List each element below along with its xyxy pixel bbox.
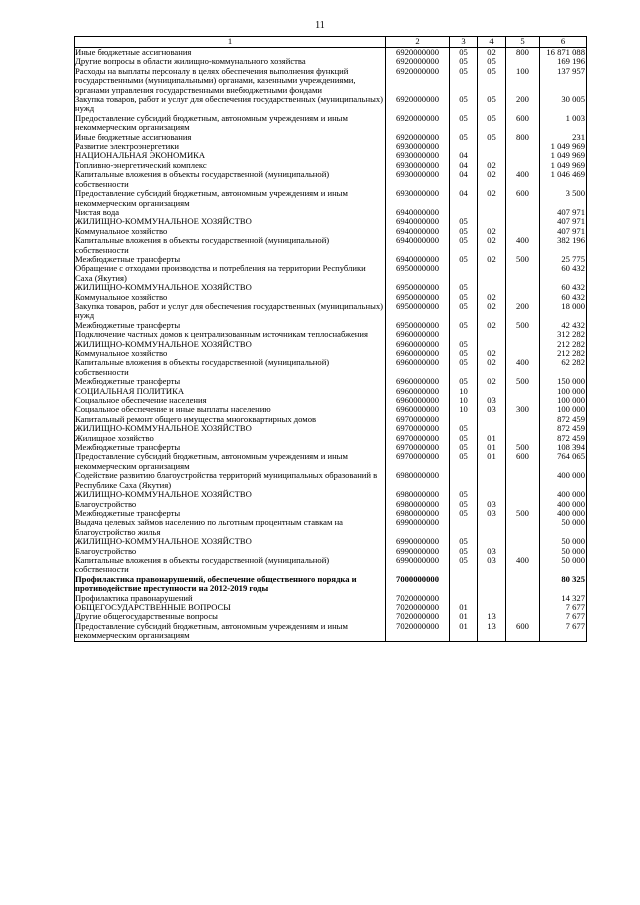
row-code: 6960000000 xyxy=(386,387,450,396)
row-name: Капитальные вложения в объекты государственной (муниципальной) собственности xyxy=(75,556,386,575)
row-expense-type: 500 xyxy=(506,377,540,386)
table-row xyxy=(75,264,587,283)
row-expense-type xyxy=(506,537,540,546)
table-row xyxy=(75,518,587,537)
row-code: 6930000000 xyxy=(386,161,450,170)
row-name: Другие общегосударственные вопросы xyxy=(75,612,386,621)
row-section: 05 xyxy=(450,377,478,386)
row-name: Закупка товаров, работ и услуг для обеспечения государственных (муниципальных) нужд xyxy=(75,302,386,321)
table-row xyxy=(75,622,587,641)
row-code: 6980000000 xyxy=(386,490,450,499)
row-name: Межбюджетные трансферты xyxy=(75,443,386,452)
row-subsection: 02 xyxy=(478,236,506,255)
row-amount: 108 394 xyxy=(540,443,587,452)
row-subsection: 02 xyxy=(478,227,506,236)
row-code: 6950000000 xyxy=(386,302,450,321)
row-section xyxy=(450,471,478,490)
row-amount: 50 000 xyxy=(540,556,587,575)
row-subsection xyxy=(478,575,506,594)
header-col-3: 3 xyxy=(450,37,478,48)
row-code: 7000000000 xyxy=(386,575,450,594)
row-name: ЖИЛИЩНО-КОММУНАЛЬНОЕ ХОЗЯЙСТВО xyxy=(75,424,386,433)
row-name: ЖИЛИЩНО-КОММУНАЛЬНОЕ ХОЗЯЙСТВО xyxy=(75,490,386,499)
row-subsection: 13 xyxy=(478,612,506,621)
row-code: 6990000000 xyxy=(386,547,450,556)
row-name: Коммунальное хозяйство xyxy=(75,349,386,358)
row-section xyxy=(450,518,478,537)
row-amount: 150 000 xyxy=(540,377,587,386)
row-code: 6920000000 xyxy=(386,114,450,133)
row-section: 05 xyxy=(450,302,478,321)
row-code: 6960000000 xyxy=(386,349,450,358)
row-section: 01 xyxy=(450,622,478,641)
budget-table xyxy=(74,36,587,642)
row-name: Предоставление субсидий бюджетным, автономным учреждениям и иным некоммерческим организациям xyxy=(75,452,386,471)
row-subsection: 02 xyxy=(478,302,506,321)
row-expense-type xyxy=(506,330,540,339)
row-subsection: 05 xyxy=(478,67,506,95)
row-name: ЖИЛИЩНО-КОММУНАЛЬНОЕ ХОЗЯЙСТВО xyxy=(75,283,386,292)
table-row xyxy=(75,556,587,575)
row-name: Коммунальное хозяйство xyxy=(75,293,386,302)
row-code: 6990000000 xyxy=(386,537,450,546)
row-expense-type: 200 xyxy=(506,302,540,321)
row-amount: 872 459 xyxy=(540,434,587,443)
row-amount: 407 971 xyxy=(540,217,587,226)
row-code: 6970000000 xyxy=(386,443,450,452)
row-expense-type xyxy=(506,387,540,396)
row-expense-type: 800 xyxy=(506,48,540,58)
row-name: Предоставление субсидий бюджетным, автономным учреждениям и иным некоммерческим организациям xyxy=(75,622,386,641)
row-expense-type xyxy=(506,415,540,424)
row-code: 6930000000 xyxy=(386,151,450,160)
row-section: 05 xyxy=(450,67,478,95)
row-name: НАЦИОНАЛЬНАЯ ЭКОНОМИКА xyxy=(75,151,386,160)
row-amount: 62 282 xyxy=(540,358,587,377)
row-name: Капитальный ремонт общего имущества многоквартирных домов xyxy=(75,415,386,424)
row-subsection xyxy=(478,330,506,339)
table-row xyxy=(75,302,587,321)
row-name: Благоустройство xyxy=(75,500,386,509)
row-section: 04 xyxy=(450,189,478,208)
row-section: 05 xyxy=(450,509,478,518)
row-section: 10 xyxy=(450,405,478,414)
table-row xyxy=(75,236,587,255)
header-col-1: 1 xyxy=(75,37,386,48)
row-amount: 400 000 xyxy=(540,509,587,518)
row-code: 6940000000 xyxy=(386,208,450,217)
row-code: 6940000000 xyxy=(386,227,450,236)
table-row xyxy=(75,575,587,594)
row-section xyxy=(450,575,478,594)
row-section: 05 xyxy=(450,227,478,236)
header-col-2: 2 xyxy=(386,37,450,48)
row-section: 05 xyxy=(450,424,478,433)
row-subsection: 02 xyxy=(478,48,506,58)
row-subsection: 02 xyxy=(478,349,506,358)
row-code: 6960000000 xyxy=(386,396,450,405)
row-expense-type: 400 xyxy=(506,556,540,575)
row-subsection: 02 xyxy=(478,170,506,189)
row-amount: 1 003 xyxy=(540,114,587,133)
row-code: 6960000000 xyxy=(386,330,450,339)
header-row xyxy=(75,37,587,48)
row-subsection xyxy=(478,471,506,490)
row-code: 6960000000 xyxy=(386,405,450,414)
row-section: 01 xyxy=(450,603,478,612)
row-amount: 764 065 xyxy=(540,452,587,471)
row-section: 05 xyxy=(450,133,478,142)
row-amount: 42 432 xyxy=(540,321,587,330)
row-subsection: 03 xyxy=(478,396,506,405)
row-amount: 1 049 969 xyxy=(540,151,587,160)
row-code: 6980000000 xyxy=(386,471,450,490)
row-expense-type xyxy=(506,142,540,151)
row-amount: 872 459 xyxy=(540,415,587,424)
row-amount: 100 000 xyxy=(540,387,587,396)
row-amount: 872 459 xyxy=(540,424,587,433)
header-col-6: 6 xyxy=(540,37,587,48)
row-amount: 50 000 xyxy=(540,537,587,546)
row-name: СОЦИАЛЬНАЯ ПОЛИТИКА xyxy=(75,387,386,396)
row-section: 05 xyxy=(450,293,478,302)
row-expense-type: 500 xyxy=(506,255,540,264)
row-amount: 100 000 xyxy=(540,396,587,405)
row-amount: 137 957 xyxy=(540,67,587,95)
row-subsection: 03 xyxy=(478,556,506,575)
row-name: ЖИЛИЩНО-КОММУНАЛЬНОЕ ХОЗЯЙСТВО xyxy=(75,340,386,349)
row-section: 05 xyxy=(450,500,478,509)
row-subsection: 01 xyxy=(478,443,506,452)
row-subsection: 03 xyxy=(478,547,506,556)
row-expense-type: 400 xyxy=(506,358,540,377)
row-section: 05 xyxy=(450,255,478,264)
row-name: Социальное обеспечение населения xyxy=(75,396,386,405)
row-expense-type: 600 xyxy=(506,452,540,471)
row-name: ЖИЛИЩНО-КОММУНАЛЬНОЕ ХОЗЯЙСТВО xyxy=(75,217,386,226)
row-name: Обращение с отходами производства и потребления на территории Республики Саха (Якутия) xyxy=(75,264,386,283)
row-amount: 16 871 088 xyxy=(540,48,587,58)
row-expense-type xyxy=(506,283,540,292)
row-section: 01 xyxy=(450,612,478,621)
row-section: 05 xyxy=(450,236,478,255)
row-amount: 60 432 xyxy=(540,293,587,302)
row-subsection xyxy=(478,142,506,151)
row-subsection xyxy=(478,594,506,603)
table-row xyxy=(75,170,587,189)
row-name: ОБЩЕГОСУДАРСТВЕННЫЕ ВОПРОСЫ xyxy=(75,603,386,612)
row-section: 05 xyxy=(450,57,478,66)
row-subsection: 02 xyxy=(478,358,506,377)
row-amount: 50 000 xyxy=(540,547,587,556)
row-section: 05 xyxy=(450,48,478,58)
row-name: Содействие развитию благоустройства территорий муниципальных образований в Республике Саха (Якутия) xyxy=(75,471,386,490)
row-code: 6970000000 xyxy=(386,415,450,424)
row-amount: 80 325 xyxy=(540,575,587,594)
row-code: 6960000000 xyxy=(386,340,450,349)
row-expense-type xyxy=(506,208,540,217)
row-name: Выдача целевых займов населению по льготным процентным ставкам на благоустройство жилья xyxy=(75,518,386,537)
row-expense-type: 600 xyxy=(506,622,540,641)
row-subsection xyxy=(478,208,506,217)
row-expense-type xyxy=(506,424,540,433)
row-expense-type: 800 xyxy=(506,133,540,142)
row-section: 05 xyxy=(450,452,478,471)
row-amount: 7 677 xyxy=(540,603,587,612)
row-amount: 407 971 xyxy=(540,208,587,217)
row-amount: 1 049 969 xyxy=(540,142,587,151)
row-section: 05 xyxy=(450,95,478,114)
row-name: Топливно-энергетический комплекс xyxy=(75,161,386,170)
row-code: 6970000000 xyxy=(386,424,450,433)
row-amount: 407 971 xyxy=(540,227,587,236)
row-subsection: 02 xyxy=(478,321,506,330)
row-amount: 1 046 469 xyxy=(540,170,587,189)
row-subsection: 05 xyxy=(478,95,506,114)
row-code: 6920000000 xyxy=(386,133,450,142)
row-amount: 400 000 xyxy=(540,490,587,499)
row-code: 6920000000 xyxy=(386,57,450,66)
row-subsection: 02 xyxy=(478,377,506,386)
row-subsection: 03 xyxy=(478,500,506,509)
table-row xyxy=(75,189,587,208)
row-expense-type xyxy=(506,264,540,283)
row-amount: 3 500 xyxy=(540,189,587,208)
row-expense-type xyxy=(506,151,540,160)
row-expense-type: 200 xyxy=(506,95,540,114)
row-subsection xyxy=(478,415,506,424)
row-amount: 7 677 xyxy=(540,612,587,621)
row-section: 05 xyxy=(450,434,478,443)
row-name: Капитальные вложения в объекты государственной (муниципальной) собственности xyxy=(75,236,386,255)
row-section: 05 xyxy=(450,443,478,452)
row-amount: 14 327 xyxy=(540,594,587,603)
row-amount: 382 196 xyxy=(540,236,587,255)
row-name: Коммунальное хозяйство xyxy=(75,227,386,236)
row-expense-type xyxy=(506,471,540,490)
row-subsection: 03 xyxy=(478,509,506,518)
row-expense-type: 500 xyxy=(506,509,540,518)
row-expense-type xyxy=(506,594,540,603)
row-section: 05 xyxy=(450,358,478,377)
row-amount: 1 049 969 xyxy=(540,161,587,170)
row-amount: 60 432 xyxy=(540,283,587,292)
row-name: Капитальные вложения в объекты государственной (муниципальной) собственности xyxy=(75,358,386,377)
row-code: 7020000000 xyxy=(386,612,450,621)
row-code: 6980000000 xyxy=(386,500,450,509)
table-row xyxy=(75,490,587,499)
row-code: 6950000000 xyxy=(386,283,450,292)
row-section: 10 xyxy=(450,387,478,396)
row-code: 6960000000 xyxy=(386,377,450,386)
row-section: 05 xyxy=(450,349,478,358)
row-code: 6920000000 xyxy=(386,48,450,58)
row-name: Закупка товаров, работ и услуг для обеспечения государственных (муниципальных) нужд xyxy=(75,95,386,114)
table-row xyxy=(75,358,587,377)
row-code: 6930000000 xyxy=(386,189,450,208)
row-amount: 30 005 xyxy=(540,95,587,114)
row-amount: 50 000 xyxy=(540,518,587,537)
row-code: 6950000000 xyxy=(386,293,450,302)
table-row xyxy=(75,67,587,95)
row-amount: 231 xyxy=(540,133,587,142)
row-section: 05 xyxy=(450,537,478,546)
row-amount: 100 000 xyxy=(540,405,587,414)
row-name: Иные бюджетные ассигнования xyxy=(75,48,386,58)
row-code: 6920000000 xyxy=(386,67,450,95)
row-expense-type xyxy=(506,340,540,349)
row-subsection: 02 xyxy=(478,255,506,264)
row-code: 7020000000 xyxy=(386,594,450,603)
row-code: 6930000000 xyxy=(386,142,450,151)
row-name: Профилактика правонарушений, обеспечение общественного порядка и противодействие преступности на 2012-2019 годы xyxy=(75,575,386,594)
row-code: 6940000000 xyxy=(386,217,450,226)
row-name: Предоставление субсидий бюджетным, автономным учреждениям и иным некоммерческим организациям xyxy=(75,114,386,133)
row-section: 05 xyxy=(450,283,478,292)
row-section xyxy=(450,264,478,283)
row-amount: 212 282 xyxy=(540,340,587,349)
row-name: Иные бюджетные ассигнования xyxy=(75,133,386,142)
row-code: 7020000000 xyxy=(386,603,450,612)
header-col-5: 5 xyxy=(506,37,540,48)
row-expense-type: 400 xyxy=(506,236,540,255)
row-name: Межбюджетные трансферты xyxy=(75,321,386,330)
row-name: Профилактика правонарушений xyxy=(75,594,386,603)
row-expense-type xyxy=(506,575,540,594)
row-amount: 400 000 xyxy=(540,500,587,509)
row-amount: 169 196 xyxy=(540,57,587,66)
row-name: Развитие электроэнергетики xyxy=(75,142,386,151)
table-row xyxy=(75,537,587,546)
row-name: Благоустройство xyxy=(75,547,386,556)
row-code: 6940000000 xyxy=(386,255,450,264)
row-expense-type: 600 xyxy=(506,189,540,208)
row-subsection: 02 xyxy=(478,189,506,208)
row-code: 6940000000 xyxy=(386,236,450,255)
row-section: 04 xyxy=(450,161,478,170)
row-code: 6920000000 xyxy=(386,95,450,114)
row-expense-type xyxy=(506,217,540,226)
row-name: Подключение частных домов к централизованным источникам теплоснабжения xyxy=(75,330,386,339)
row-section: 05 xyxy=(450,547,478,556)
table-row xyxy=(75,95,587,114)
row-name: Предоставление субсидий бюджетным, автономным учреждениям и иным некоммерческим организациям xyxy=(75,189,386,208)
row-code: 6960000000 xyxy=(386,358,450,377)
row-amount: 212 282 xyxy=(540,349,587,358)
row-code: 6950000000 xyxy=(386,321,450,330)
row-code: 6970000000 xyxy=(386,434,450,443)
row-amount: 18 000 xyxy=(540,302,587,321)
row-name: Расходы на выплаты персоналу в целях обеспечения выполнения функций государственными (муниципальными) органами, казенными учреждениями, органами управления государственными внебюджетными фондами xyxy=(75,67,386,95)
row-name: Капитальные вложения в объекты государственной (муниципальной) собственности xyxy=(75,170,386,189)
row-amount: 25 775 xyxy=(540,255,587,264)
row-subsection xyxy=(478,518,506,537)
row-section: 05 xyxy=(450,340,478,349)
row-expense-type: 400 xyxy=(506,170,540,189)
row-code: 6990000000 xyxy=(386,556,450,575)
row-amount: 60 432 xyxy=(540,264,587,283)
row-code: 6990000000 xyxy=(386,518,450,537)
row-code: 6970000000 xyxy=(386,452,450,471)
row-name: ЖИЛИЩНО-КОММУНАЛЬНОЕ ХОЗЯЙСТВО xyxy=(75,537,386,546)
row-amount: 400 000 xyxy=(540,471,587,490)
row-section: 04 xyxy=(450,151,478,160)
row-expense-type xyxy=(506,518,540,537)
table-row xyxy=(75,471,587,490)
row-section: 05 xyxy=(450,321,478,330)
row-expense-type: 500 xyxy=(506,443,540,452)
row-name: Жилищное хозяйство xyxy=(75,434,386,443)
row-section: 05 xyxy=(450,556,478,575)
row-subsection: 02 xyxy=(478,293,506,302)
row-name: Межбюджетные трансферты xyxy=(75,255,386,264)
row-amount: 312 282 xyxy=(540,330,587,339)
row-subsection: 05 xyxy=(478,133,506,142)
row-section: 05 xyxy=(450,217,478,226)
table-row xyxy=(75,114,587,133)
row-subsection xyxy=(478,264,506,283)
row-name: Социальное обеспечение и иные выплаты населению xyxy=(75,405,386,414)
table-row xyxy=(75,452,587,471)
row-section: 05 xyxy=(450,490,478,499)
row-expense-type: 100 xyxy=(506,67,540,95)
row-subsection: 05 xyxy=(478,114,506,133)
row-subsection: 02 xyxy=(478,161,506,170)
row-subsection: 03 xyxy=(478,405,506,414)
row-name: Другие вопросы в области жилищно-коммунального хозяйства xyxy=(75,57,386,66)
row-section: 04 xyxy=(450,170,478,189)
row-code: 6950000000 xyxy=(386,264,450,283)
page-number: 11 xyxy=(315,20,325,31)
row-amount: 7 677 xyxy=(540,622,587,641)
row-expense-type: 500 xyxy=(506,321,540,330)
row-code: 6930000000 xyxy=(386,170,450,189)
row-name: Межбюджетные трансферты xyxy=(75,509,386,518)
row-expense-type xyxy=(506,490,540,499)
row-name: Межбюджетные трансферты xyxy=(75,377,386,386)
row-subsection: 05 xyxy=(478,57,506,66)
header-col-4: 4 xyxy=(478,37,506,48)
row-code: 6980000000 xyxy=(386,509,450,518)
row-code: 7020000000 xyxy=(386,622,450,641)
row-subsection: 01 xyxy=(478,434,506,443)
row-name: Чистая вода xyxy=(75,208,386,217)
row-expense-type: 600 xyxy=(506,114,540,133)
row-section: 10 xyxy=(450,396,478,405)
row-expense-type xyxy=(506,603,540,612)
row-expense-type: 300 xyxy=(506,405,540,414)
row-subsection: 01 xyxy=(478,452,506,471)
row-subsection: 13 xyxy=(478,622,506,641)
row-section: 05 xyxy=(450,114,478,133)
